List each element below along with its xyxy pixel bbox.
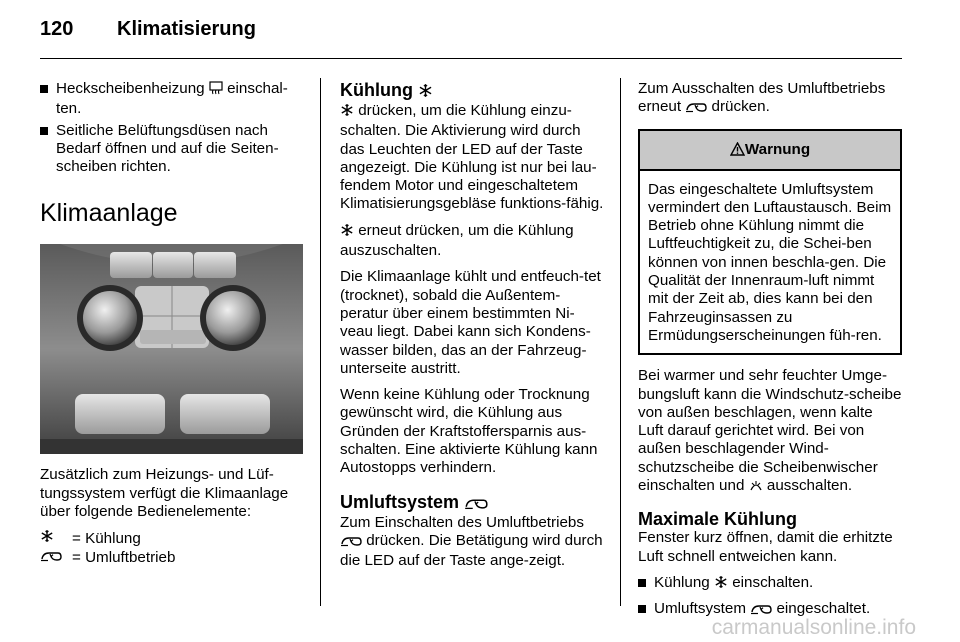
section-heading-klimaanlage: Klimaanlage bbox=[40, 199, 178, 228]
paragraph: Bei warmer und sehr feuchter Umge-bungsluft kann die Windschutz-scheibe von außen beschlagen, wenn kalte Luft darauf gerichtet wird. Bei von außen beschlagender Wind-schutzscheibe die Scheibenwischer einschalten und ausschalten. bbox=[638, 367, 902, 497]
heading-umluftsystem: Umluftsystem bbox=[340, 492, 606, 514]
page-title: Klimatisierung bbox=[117, 18, 256, 40]
bullet-marker bbox=[40, 85, 48, 93]
paragraph: Die Klimaanlage kühlt und entfeuch-tet (trocknet), sobald die Außentem-peratur über einem bestimmten Ni-veau liegt. Dabei kann sich Kondens-wasser bilden, das an der Fahrzeug-unterseite austritt. bbox=[340, 268, 601, 377]
snowflake-icon bbox=[340, 103, 354, 122]
watermark: carmanualsonline.info bbox=[711, 616, 916, 639]
bullet-marker bbox=[40, 127, 48, 135]
paragraph: erneut drücken, um die Kühlung auszuschalten. bbox=[340, 221, 574, 260]
legend-row-cooling: = Kühlung bbox=[40, 529, 306, 548]
column-divider-2 bbox=[620, 78, 621, 606]
snowflake-icon bbox=[340, 223, 354, 242]
list-item: Kühlung einschalten. bbox=[638, 574, 902, 594]
warning-triangle-icon bbox=[730, 133, 745, 171]
heading-maximale-kuehlung: Maximale Kühlung bbox=[638, 509, 798, 530]
heading-kuehlung: Kühlung bbox=[340, 80, 606, 102]
snowflake-icon bbox=[714, 575, 728, 594]
list-item: Seitliche Belüftungsdüsen nach Bedarf öffnen und auf die Seiten-scheiben richten. bbox=[40, 122, 306, 177]
paragraph: Zum Einschalten des Umluftbetriebs drücken. Die Betätigung wird durch die LED auf der Taste ange-zeigt. bbox=[340, 513, 603, 570]
recirculation-icon bbox=[40, 549, 72, 567]
bullet-marker bbox=[638, 579, 646, 587]
paragraph: Wenn keine Kühlung oder Trocknung gewünscht wird, die Kühlung aus Gründen der Kraftstoffersparnis aus-schalten. Eine aktivierte Kühlung kann Autostopps verhindern. bbox=[340, 386, 598, 477]
bullet-marker bbox=[638, 605, 646, 613]
list-item: Heckscheibenheizung einschal-ten. bbox=[40, 80, 306, 119]
paragraph: Zum Ausschalten des Umluftbetriebs erneut drücken. bbox=[638, 80, 902, 119]
snowflake-icon bbox=[40, 529, 72, 548]
paragraph: drücken, um die Kühlung einzu-schalten. Die Aktivierung wird durch das Leuchten der LED auf der Taste angezeigt. Die Kühlung ist nur bei lau-fendem Motor und eingeschaltetem Klimatisierungsgebläse funktions-fähig. bbox=[340, 102, 604, 213]
column-3 bbox=[638, 80, 902, 624]
column-2 bbox=[340, 80, 606, 579]
rear-window-heating-icon bbox=[209, 81, 223, 100]
climate-control-panel-photo bbox=[40, 244, 303, 454]
recirculation-icon bbox=[340, 534, 362, 552]
warning-title: Warnung bbox=[744, 140, 811, 158]
page-number: 120 bbox=[40, 18, 74, 40]
list-item: Umluftsystem eingeschaltet. bbox=[638, 600, 902, 620]
paragraph: Fenster kurz öffnen, damit die erhitzte Luft schnell entweichen kann. bbox=[638, 529, 893, 565]
intro-paragraph: Zusätzlich zum Heizungs- und Lüf-tungssystem verfügt die Klimaanlage über folgende Bedienelemente: bbox=[40, 466, 289, 521]
column-1 bbox=[40, 80, 306, 567]
recirculation-icon bbox=[685, 100, 707, 118]
legend-row-recirculation: = Umluftbetrieb bbox=[40, 548, 306, 567]
page-header bbox=[40, 18, 900, 58]
warning-header bbox=[640, 131, 900, 171]
windshield-washer-icon bbox=[749, 478, 763, 497]
warning-text: Das eingeschaltete Umluftsystem vermindert den Luftaustausch. Beim Betrieb ohne Kühlung nimmt die Luftfeuchtigkeit zu, die Schei-ben können von innen beschla-gen. Die Qualität der Innenraum-luft nimmt mit der Zeit ab, dies kann bei den Fahrzeuginsassen zu Ermüdungserscheinungen füh-ren. bbox=[648, 180, 892, 344]
header-rule bbox=[40, 58, 902, 59]
warning-box bbox=[638, 129, 902, 356]
recirculation-icon bbox=[464, 494, 488, 514]
snowflake-icon bbox=[418, 82, 433, 102]
column-divider-1 bbox=[320, 78, 321, 606]
